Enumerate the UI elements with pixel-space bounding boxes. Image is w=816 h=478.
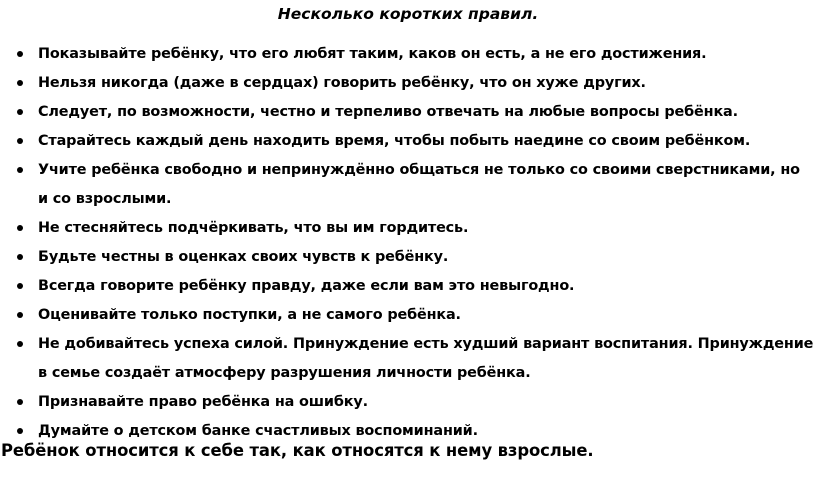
bullet-icon (17, 399, 23, 405)
list-item (0, 156, 816, 214)
list-item (0, 127, 816, 156)
list-item (0, 243, 816, 272)
list-item-text: Не добивайтесь успеха силой. Принуждение есть худший вариант воспитания. Принуждение (38, 336, 814, 352)
list-item (0, 330, 816, 388)
bullet-icon (17, 51, 23, 57)
list-item-text: Признавайте право ребёнка на ошибку. (38, 394, 368, 410)
list-item (0, 69, 816, 98)
bullet-icon (17, 312, 23, 318)
bullet-icon (17, 109, 23, 115)
bullet-icon (17, 254, 23, 260)
list-item (0, 388, 816, 417)
list-item-text: Нельзя никогда (даже в сердцах) говорить ребёнку, что он хуже других. (38, 75, 646, 91)
list-item-text: Следует, по возможности, честно и терпеливо отвечать на любые вопросы ребёнка. (38, 104, 738, 120)
list-item-text: Будьте честны в оценках своих чувств к ребёнку. (38, 249, 449, 265)
list-item-text: Показывайте ребёнку, что его любят таким, каков он есть, а не его достижения. (38, 46, 707, 62)
list-item-text: Старайтесь каждый день находить время, чтобы побыть наедине со своим ребёнком. (38, 133, 751, 149)
bullet-icon (17, 428, 23, 434)
list-item-text: Не стесняйтесь подчёркивать, что вы им гордитесь. (38, 220, 469, 236)
page-title: Несколько коротких правил. (277, 5, 539, 23)
bullet-icon (17, 283, 23, 289)
list-item (0, 40, 816, 69)
list-item-text-continued: и со взрослыми. (38, 191, 172, 207)
list-item (0, 214, 816, 243)
list-item-text-continued: в семье создаёт атмосферу разрушения личности ребёнка. (38, 365, 531, 381)
rules-list (0, 40, 816, 446)
list-item-text: Всегда говорите ребёнку правду, даже если вам это невыгодно. (38, 278, 575, 294)
list-item-text: Оценивайте только поступки, а не самого ребёнка. (38, 307, 461, 323)
bullet-icon (17, 341, 23, 347)
list-item (0, 272, 816, 301)
list-item-text: Учите ребёнка свободно и непринуждённо общаться не только со своими сверстниками, но (38, 162, 800, 178)
list-item-text: Думайте о детском банке счастливых воспоминаний. (38, 423, 478, 439)
conclusion-text: Ребёнок относится к себе так, как относятся к нему взрослые. (1, 441, 594, 460)
list-item (0, 301, 816, 330)
bullet-icon (17, 138, 23, 144)
bullet-icon (17, 225, 23, 231)
bullet-icon (17, 80, 23, 86)
bullet-icon (17, 167, 23, 173)
list-item (0, 98, 816, 127)
